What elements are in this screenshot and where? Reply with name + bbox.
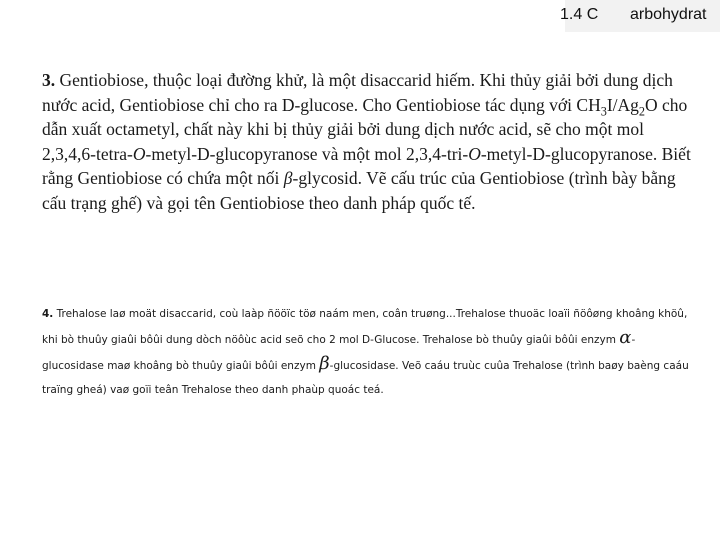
problem-3-text-6: -glycosid. Vẽ cấu trúc của Gentiobiose (trình bày bằng cấu trạng ghế) và gọi tên Gentiobiose theo danh pháp quốc tế. (42, 168, 676, 213)
problem-3-oxygen-1: O (132, 143, 146, 164)
problem-3-sub-1: 3 (600, 104, 607, 118)
problem-3-text-3: O cho dẫn xuất octametyl, chất này khi bị thủy giải bởi dung dịch nước acid, sẽ cho một mol 2,3,4,6-tetra- (42, 94, 688, 164)
problem-3-paragraph (42, 68, 692, 215)
problem-4-alpha-symbol: α (619, 327, 632, 348)
problem-3-text-5: -metyl-D-glucopyranose. Biết rằng Gentiobiose có chứa một nối (42, 143, 691, 188)
problem-3-oxygen-2: O (468, 143, 481, 164)
problem-3-text-1: Gentiobiose, thuộc loại đường khử, là một disaccarid hiếm. Khi thủy giải bởi dung dịch nước acid, Gentiobiose chỉ cho ra D-glucose. Cho Gentiobiose tác dụng với CH (42, 70, 673, 115)
problem-3-beta-symbol: β (283, 168, 293, 188)
problem-4-text-3: -glucosidase. Veõ caáu truùc cuûa Trehalose (trình baøy baèng caáu traïng gheá) vaø goïi teân Trehalose theo danh phaùp quoác teá. (42, 360, 689, 396)
problem-4-text-2: -glucosidase maø khoâng bò thuûy giaûi bôûi enzym (42, 334, 636, 372)
problem-3-text-4: -metyl-D-glucopyranose và một mol 2,3,4-tri- (145, 143, 469, 164)
problem-4-text-1: Trehalose laø moät disaccarid, coù laàp ñööïc töø naám men, coân truøng...Trehalose thuoäc loaïi ñöôøng khoâng khöû, khi bò thuûy giaûi bôûi dung dòch nöôùc acid seõ cho 2 mol D-Glucose. Trehalose bò thuûy giaûi bôûi enzym (42, 308, 688, 346)
section-title: arbohydrat (630, 6, 707, 23)
problem-3-number: 3. (42, 70, 56, 90)
problem-4-paragraph (42, 302, 692, 402)
section-number: 1.4 C (560, 6, 599, 23)
problem-4-number: 4. (42, 308, 54, 320)
problem-3-text-2: I/Ag (606, 94, 639, 115)
problem-4-beta-symbol: β (319, 353, 330, 374)
problem-3-sub-2: 2 (638, 104, 646, 118)
